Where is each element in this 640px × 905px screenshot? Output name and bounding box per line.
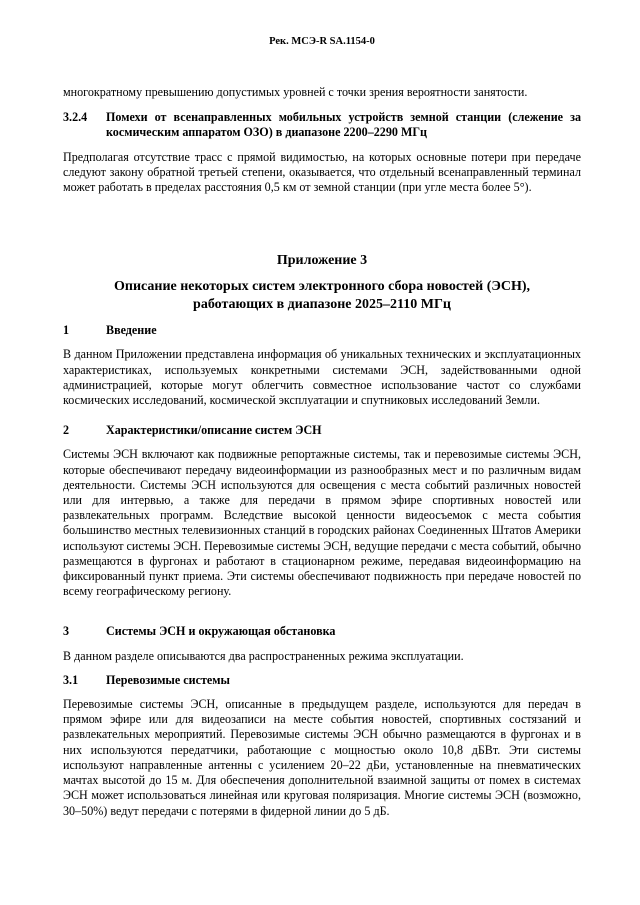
section-1-heading [63,323,581,338]
section-number: 3.1 [63,672,79,687]
section-3-1-body: Перевозимые системы ЭСН, описанные в предыдущем разделе, используются для передач в прямом эфире или для видеозаписи на месте события новостей, спортивных состязаний и развлекательных мероприятий. Перевозимые системы ЭСН обычно размещаются в фургонах и в них используются передатчики, работающие с мощностью около 10,8 дБВт. Эти системы используют направленные антенны с усилением 20–22 дБи, установленные на пневматических мачтах высотой до 15 м. Для обеспечения дополнительной взаимной защиты от помех в системах ЭСН может использоваться линейная или круговая поляризация. Многие системы ЭСН (возможно, 30–50%) ведут передачи с потерями в фидерной линии до 5 дБ. [63,697,581,818]
section-title: Перевозимые системы [106,672,230,687]
section-title: Помехи от всенаправленных мобильных устройств земной станции (слежение за космическим аппаратом ОЗО) в диапазоне 2200–2290 МГц [106,110,581,140]
page-header: Рек. МСЭ-R SA.1154-0 [269,36,375,47]
section-1-body: В данном Приложении представлена информация об уникальных технических и эксплуатационных характеристиках, используемых конкретными системами ЭСН, задействованными одной администрацией, которые могут облегчить совместное использование частот со службами космических исследований, космической эксплуатации и спутниковых исследований Земли. [63,347,581,408]
section-2-body: Системы ЭСН включают как подвижные репортажные системы, так и перевозимые системы ЭСН, которые обеспечивают передачу видеоинформации из разнообразных мест и по различным видам деятельности. Системы ЭСН используются для освещения с места событий различных новостей или для интервью, а также для передачи в прямом эфире спортивных новостей или развлекательных программ. Вследствие высокой ценности видеосъемок с места события большинство местных телевизионных станций в городских районах Соединенных Штатов Америки используют системы ЭСН. Перевозимые системы ЭСН, ведущие передачи с места событий, обычно размещаются в фургонах и работают в стационарном режиме, передавая видеоинформацию на фиксированный пункт приема. Эти системы обеспечивают подвижность при передаче новостей по всему географическому региону. [63,447,581,599]
section-3-body: В данном разделе описываются два распространенных режима эксплуатации. [63,648,464,663]
continuation-paragraph: многократному превышению допустимых уровней с точки зрения вероятности занятости. [63,85,528,99]
section-number: 1 [63,323,70,338]
document-page [63,36,581,819]
section-3-2-4-heading [63,110,581,140]
section-title: Системы ЭСН и окружающая обстановка [106,624,336,639]
section-3-2-4-body: Предполагая отсутствие трасс с прямой видимостью, на которых основные потери при передаче следуют закону обратной третьей степени, оказывается, что отдельный всенаправленный терминал может работать в пределах расстояния 0,5 км от земной станции (при угле места более 5°). [63,149,581,195]
annex-title-line-1: Описание некоторых систем электронного сбора новостей (ЭСН), [113,279,531,295]
section-title: Характеристики/описание систем ЭСН [106,423,322,438]
annex-label: Приложение 3 [276,253,368,269]
section-3-heading [63,624,581,639]
section-number: 3.2.4 [63,110,88,125]
section-2-heading [63,423,581,438]
annex-title-line-2: работающих в диапазоне 2025–2110 МГц [193,297,451,313]
section-number: 2 [63,423,70,438]
section-title: Введение [106,323,157,338]
section-3-1-heading [63,673,581,688]
section-number: 3 [63,624,70,639]
